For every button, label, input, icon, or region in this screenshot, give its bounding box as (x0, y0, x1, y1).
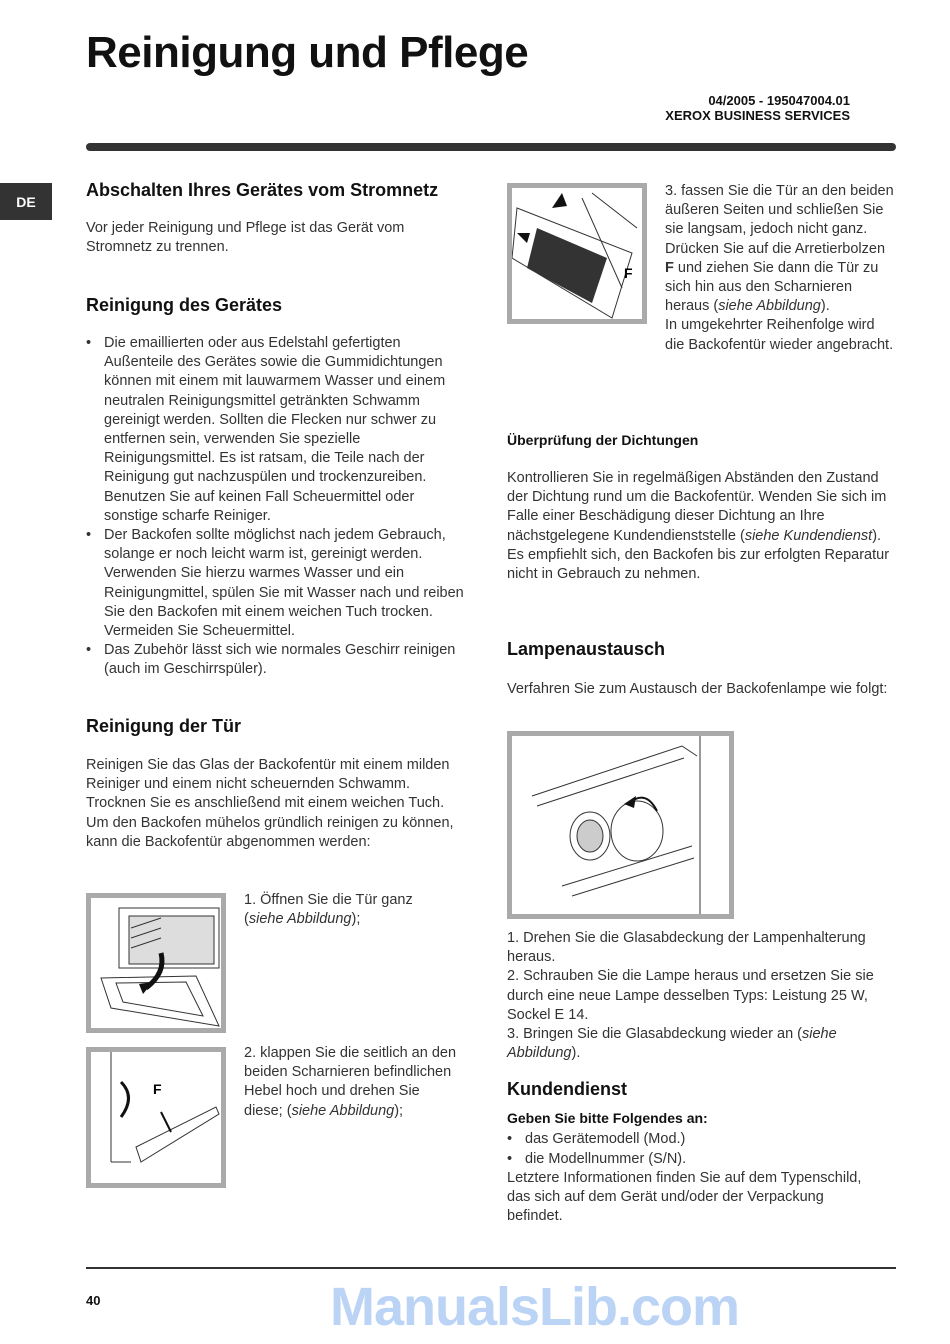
lamp-steps (507, 929, 892, 1063)
lamp-step-2: 2. Schrauben Sie die Lampe heraus und ersetzen Sie sie durch eine neue Lampe desselben Typs: Leistung 25 W, Sockel E 14. (507, 968, 874, 1023)
list-item: • Der Backofen sollte möglichst nach jedem Gebrauch, solange er noch leicht warm ist, gereinigt werden. Verwenden Sie hierzu warmes Wasser und ein Reinigungmittel, spülen Sie mit Wasser nach und reiben Sie den Backofen mit einem weichen Tuch trocken. Vermeiden Sie Scheuermittel. (86, 526, 468, 641)
heading-cleaning-door: Reinigung der Tür (86, 716, 241, 736)
lamp-intro: Verfahren Sie zum Austausch der Backofenlampe wie folgt: (507, 681, 888, 697)
watermark: ManualsLib.com (330, 1277, 740, 1337)
heading-customer-service: Kundendienst (507, 1079, 627, 1099)
customer-service-section (507, 1080, 892, 1226)
hinge-lever-illustration (91, 1052, 221, 1183)
header-rule (86, 143, 896, 151)
customer-service-subheading: Geben Sie bitte Folgendes an: (507, 1110, 708, 1127)
figure-hinge-lever (86, 1047, 226, 1188)
step-2-text: 2. klappen Sie die seitlich an den beiden Scharnieren befindlichen Hebel hoch und drehen Sie diese; (siehe Abbildung); (244, 1045, 457, 1119)
customer-service-text: Letztere Informationen finden Sie auf dem Typenschild, das sich auf dem Gerät und/oder der Verpackung befindet. (507, 1169, 862, 1225)
list-item: • die Modellnummer (S/N). (507, 1150, 892, 1169)
heading-disconnect: Abschalten Ihres Gerätes vom Stromnetz (86, 180, 439, 200)
step-3-text: 3. fassen Sie die Tür an den beiden äußeren Seiten und schließen Sie sie langsam, jedoch nicht ganz. Drücken Sie auf die Arretierbolzen F und ziehen Sie dann die Tür zu sich hin aus den Scharnieren heraus (siehe Abbildung). In umgekehrter Reihenfolge wird die Backofentür wieder angebracht. (665, 183, 894, 353)
disconnect-text: Vor jeder Reinigung und Pflege ist das Gerät vom Stromnetz zu trennen. (86, 220, 405, 256)
figure-label-f: F (153, 1081, 162, 1097)
list-item: • Die emaillierten oder aus Edelstahl gefertigten Außenteile des Gerätes sowie die Gummidichtungen können mit einem mit lauwarmem Wasser und einem neutralen Reinigungsmittel getränkten Schwamm gereinigt werden. Sollten die Flecken nur schwer zu entfernen sein, verwenden Sie spezielle Reinigungsmittel. Es ist ratsam, die Teile nach der Reinigung gut nachzuspülen und trockenzureiben. Benutzen Sie auf keinen Fall Scheuermittel oder sonstige scharfe Reiniger. (86, 334, 468, 526)
door-text-2: Um den Backofen mühelos gründlich reinigen zu können, kann die Backofentür abgenommen werden: (86, 814, 454, 850)
figure-remove-door (507, 183, 647, 324)
figure-open-door (86, 893, 226, 1033)
door-removal-illustration (512, 188, 642, 319)
figure-lamp (507, 731, 734, 919)
door-text-1: Reinigen Sie das Glas der Backofentür mit einem milden Reiniger und einem nicht scheuernden Schwamm. Trocknen Sie es anschließend mit einem weichen Tuch. (86, 757, 450, 812)
heading-cleaning-appliance: Reinigung des Gerätes (86, 295, 283, 315)
doc-version: 04/2005 - 195047004.01 (708, 93, 850, 108)
oven-door-open-illustration (91, 898, 221, 1028)
step-1-text: 1. Öffnen Sie die Tür ganz (siehe Abbildung); (244, 892, 413, 928)
lamp-cover-illustration (512, 736, 729, 914)
doc-publisher: XEROX BUSINESS SERVICES (665, 108, 850, 123)
heading-seal-check: Überprüfung der Dichtungen (507, 432, 699, 448)
lamp-step-1: 1. Drehen Sie die Glasabdeckung der Lampenhalterung heraus. (507, 930, 866, 966)
heading-lamp-replacement: Lampenaustausch (507, 639, 666, 659)
door-text (86, 756, 471, 852)
list-item: • Das Zubehör lässt sich wie normales Geschirr reinigen (auch im Geschirrspüler). (86, 641, 468, 679)
cleaning-list (86, 334, 468, 680)
figure-label-f: F (624, 265, 633, 281)
lamp-step-3: 3. Bringen Sie die Glasabdeckung wieder an (siehe Abbildung). (507, 1026, 837, 1062)
footer-rule (86, 1267, 896, 1269)
customer-service-list (507, 1130, 892, 1168)
page-title: Reinigung und Pflege (86, 28, 529, 77)
page-number: 40 (86, 1293, 101, 1308)
list-item: • das Gerätemodell (Mod.) (507, 1130, 892, 1149)
seal-check-text: Kontrollieren Sie in regelmäßigen Abständen den Zustand der Dichtung rund um die Backofentür. Wenden Sie sich im Falle einer Beschädigung dieser Dichtung an Ihre nächstgelegene Kundendienststelle (siehe Kundendienst). Es empfiehlt sich, den Backofen bis zur erfolgten Reparatur nicht in Gebrauch zu nehmen. (507, 470, 890, 583)
document-meta (665, 93, 850, 123)
language-tab: DE (0, 183, 52, 220)
